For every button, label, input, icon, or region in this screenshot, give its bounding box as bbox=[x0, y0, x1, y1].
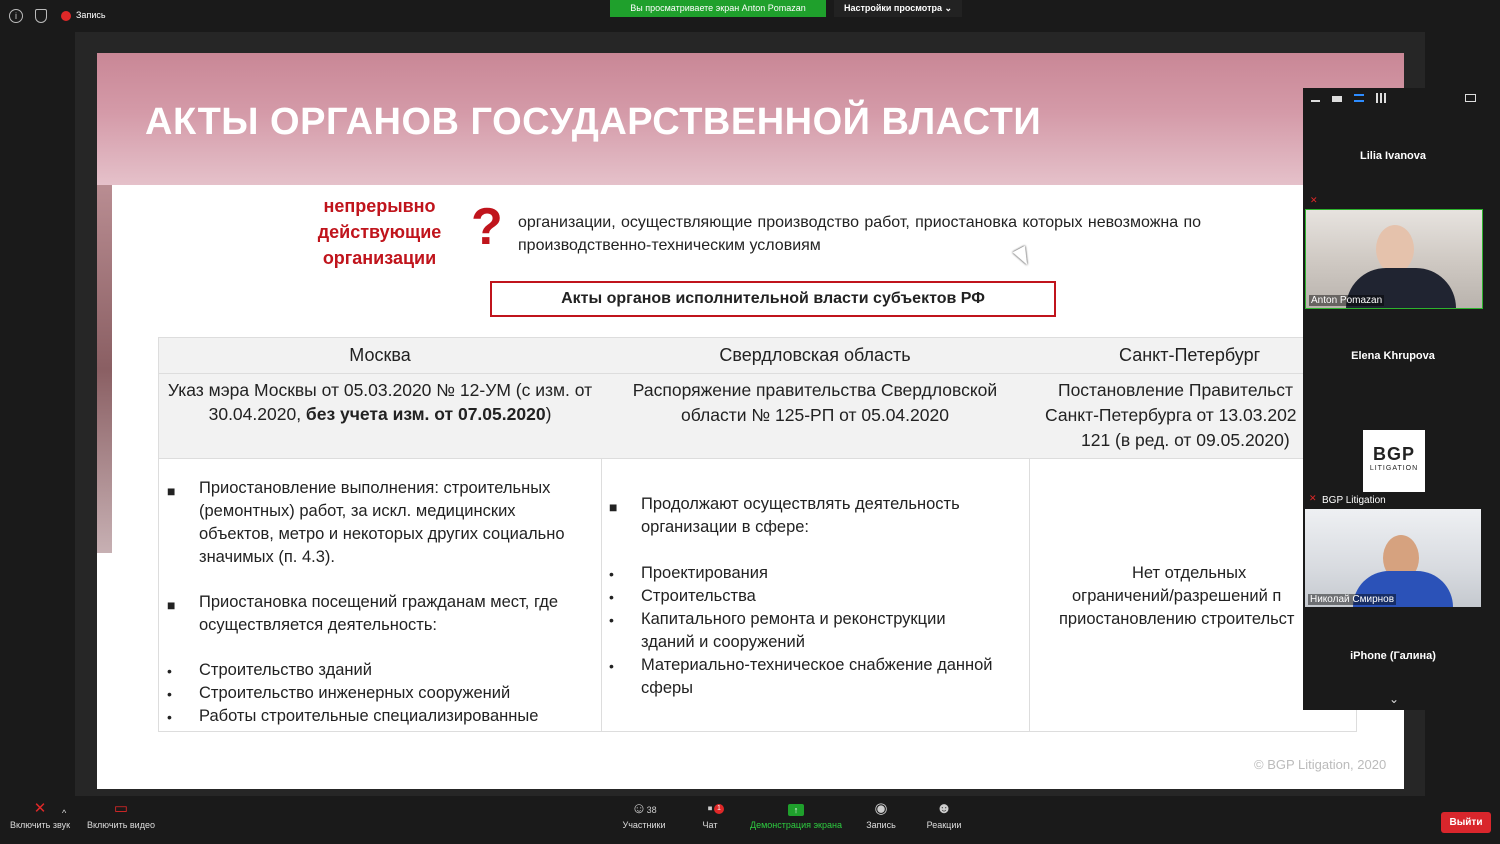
mic-off-icon: ✕ bbox=[33, 800, 47, 817]
meeting-controls-bar bbox=[0, 796, 1500, 844]
moscow-body bbox=[159, 459, 601, 731]
column-header: Москва bbox=[159, 338, 601, 374]
chat-button[interactable] bbox=[694, 796, 726, 832]
share-screen-label: Демонстрация экрана bbox=[750, 820, 842, 830]
participant-video-tile[interactable] bbox=[1305, 509, 1481, 607]
column-header: Свердловская область bbox=[601, 338, 1029, 374]
meeting-top-bar bbox=[0, 0, 1500, 32]
text-line: зданий и сооружений bbox=[641, 633, 805, 651]
start-video-button[interactable] bbox=[82, 796, 160, 832]
share-screen-icon: ↑ bbox=[746, 796, 846, 818]
viewing-screen-badge: Вы просматриваете экран Anton Pomazan bbox=[610, 0, 826, 17]
reactions-label: Реакции bbox=[926, 820, 962, 830]
text-line: Нет отдельных bbox=[1132, 564, 1247, 582]
logo-main-text: BGP bbox=[1372, 444, 1415, 464]
sverdlovsk-intro bbox=[641, 493, 960, 539]
decree-text-end: ) bbox=[545, 404, 552, 424]
sverdlovsk-item bbox=[641, 654, 993, 700]
scroll-down-chevron-icon[interactable]: ⌄ bbox=[1389, 692, 1400, 706]
text-line: сферы bbox=[641, 679, 694, 697]
dot-bullet-icon: • bbox=[167, 686, 172, 702]
bgp-logo bbox=[1363, 430, 1425, 492]
text-line: Капитального ремонта и реконструкции bbox=[641, 610, 946, 628]
unmute-label: Включить звук bbox=[9, 820, 71, 830]
strip-view-icon[interactable] bbox=[1354, 94, 1364, 102]
dot-bullet-icon: • bbox=[609, 589, 614, 605]
text-line: (ремонтных) работ, за искл. медицинских bbox=[199, 502, 516, 520]
record-label: Запись bbox=[76, 10, 106, 20]
text-line: осуществляется деятельность: bbox=[199, 616, 438, 634]
regions-table bbox=[158, 337, 1357, 732]
moscow-decree bbox=[159, 374, 601, 459]
acts-heading-box: Акты органов исполнительной власти субъектов РФ bbox=[490, 281, 1056, 317]
participants-label: Участники bbox=[622, 820, 666, 830]
slide-title: АКТЫ ОРГАНОВ ГОСУДАРСТВЕННОЙ ВЛАСТИ bbox=[145, 101, 1042, 143]
decree-text: Указ мэра Москвы от 05.03.2020 № 12-УМ (с изм. от 30.04.2020, bbox=[167, 380, 593, 424]
grid-view-icon[interactable] bbox=[1376, 93, 1386, 103]
continuous-orgs-term bbox=[297, 193, 462, 271]
text-line: Постановление Правительст bbox=[1058, 380, 1294, 400]
text-line: значимых (п. 4.3). bbox=[199, 548, 335, 566]
single-view-icon[interactable] bbox=[1332, 96, 1342, 102]
chat-icon: ▪ bbox=[707, 800, 713, 817]
participant-name: Lilia Ivanova bbox=[1359, 150, 1427, 162]
video-off-icon: ▭ bbox=[113, 800, 129, 817]
reactions-icon: ☻ bbox=[936, 800, 952, 817]
participant-face bbox=[1376, 225, 1414, 273]
term-line: действующие bbox=[317, 222, 442, 242]
view-settings-label: Настройки просмотра bbox=[843, 3, 942, 13]
moscow-item: Работы строительные специализированные bbox=[199, 707, 539, 725]
share-screen-button[interactable] bbox=[746, 796, 846, 832]
column-header: Санкт-Петербург bbox=[1029, 338, 1355, 374]
square-bullet-icon: ■ bbox=[609, 499, 618, 515]
text-line: объектов, метро и некоторых других социально bbox=[199, 525, 565, 543]
question-mark-icon: ? bbox=[471, 198, 503, 256]
participant-name: Elena Khrupova bbox=[1351, 350, 1435, 362]
minimize-icon[interactable] bbox=[1311, 100, 1320, 102]
text-line: организации в сфере: bbox=[641, 518, 810, 536]
slide-left-image-strip bbox=[97, 185, 112, 553]
chat-label: Чат bbox=[702, 820, 718, 830]
sverdlovsk-item: Проектирования bbox=[641, 564, 768, 582]
logo-sub-text: LITIGATION bbox=[1369, 465, 1419, 472]
sverdlovsk-body bbox=[601, 459, 1029, 731]
info-icon[interactable]: i bbox=[9, 9, 23, 23]
sverdlovsk-order: Распоряжение правительства Свердловской области № 125-РП от 05.04.2020 bbox=[601, 374, 1029, 459]
moscow-item: Строительство зданий bbox=[199, 661, 372, 679]
participant-name: Николай Смирнов bbox=[1310, 594, 1395, 605]
start-video-label: Включить видео bbox=[87, 820, 155, 830]
participant-name: Anton Pomazan bbox=[1311, 295, 1383, 306]
mic-muted-icon: ✕ bbox=[1309, 493, 1317, 503]
text-line: ограничений/разрешений п bbox=[1072, 587, 1282, 605]
participants-icon: ☺38 bbox=[631, 800, 657, 817]
text-line: Материально-техническое снабжение данной bbox=[641, 656, 993, 674]
leave-meeting-button[interactable]: Выйти bbox=[1441, 812, 1491, 833]
participant-tile[interactable] bbox=[1305, 410, 1481, 508]
text-line: Продолжают осуществлять деятельность bbox=[641, 495, 960, 513]
slide-copyright: © BGP Litigation, 2020 bbox=[1254, 757, 1387, 772]
term-line: организации bbox=[322, 248, 437, 268]
record-button-label: Запись bbox=[866, 820, 896, 830]
mic-muted-icon: ✕ bbox=[1310, 195, 1318, 205]
dot-bullet-icon: • bbox=[167, 663, 172, 679]
view-settings-button[interactable] bbox=[834, 0, 962, 17]
participants-count: 38 bbox=[646, 805, 657, 815]
dot-bullet-icon: • bbox=[167, 709, 172, 725]
column-sverdlovsk bbox=[601, 338, 1030, 731]
participant-tile[interactable] bbox=[1305, 110, 1481, 208]
dot-bullet-icon: • bbox=[609, 566, 614, 582]
chat-unread-badge: 1 bbox=[714, 804, 724, 814]
text-line: 121 (в ред. от 09.05.2020) bbox=[1081, 430, 1290, 450]
moscow-point-2 bbox=[199, 591, 558, 637]
chevron-down-icon: ⌄ bbox=[944, 3, 953, 13]
term-line: непрерывно bbox=[323, 196, 436, 216]
participant-name: BGP Litigation bbox=[1322, 495, 1386, 506]
shield-icon[interactable] bbox=[35, 9, 47, 23]
square-bullet-icon: ■ bbox=[167, 483, 176, 499]
square-bullet-icon: ■ bbox=[167, 597, 176, 613]
text-line: Приостановление выполнения: строительных bbox=[199, 479, 551, 497]
sverdlovsk-item: Строительства bbox=[641, 587, 756, 605]
participant-gallery bbox=[1303, 88, 1483, 710]
text-line: приостановлению строительст bbox=[1059, 610, 1295, 628]
moscow-point-1 bbox=[199, 477, 565, 569]
participants-button[interactable] bbox=[618, 796, 670, 832]
participant-tile[interactable] bbox=[1305, 310, 1481, 408]
dot-bullet-icon: • bbox=[609, 612, 614, 628]
participant-name: iPhone (Галина) bbox=[1350, 650, 1436, 662]
record-icon: ◉ bbox=[874, 800, 888, 817]
record-dot-icon bbox=[61, 11, 71, 21]
text-line: Санкт-Петербурга от 13.03.202 bbox=[1045, 405, 1297, 425]
term-definition: организации, осуществляющие производство работ, приостановка которых невозможна по производственно-техническим условиям bbox=[518, 214, 1201, 254]
dot-bullet-icon: • bbox=[609, 658, 614, 674]
column-moscow bbox=[159, 338, 602, 731]
audio-options-caret-icon[interactable]: ^ bbox=[62, 808, 67, 818]
gallery-toolbar bbox=[1303, 88, 1483, 110]
exit-fullscreen-icon[interactable] bbox=[1465, 94, 1476, 102]
moscow-item: Строительство инженерных сооружений bbox=[199, 684, 511, 702]
presentation-slide bbox=[97, 53, 1404, 789]
decree-bold-text: без учета изм. от 07.05.2020 bbox=[305, 404, 546, 424]
text-line: Приостановка посещений гражданам мест, где bbox=[199, 593, 559, 611]
record-button[interactable] bbox=[862, 796, 900, 832]
participant-video-tile[interactable] bbox=[1305, 195, 1483, 309]
reactions-button[interactable] bbox=[922, 796, 966, 832]
sverdlovsk-item bbox=[641, 608, 946, 654]
